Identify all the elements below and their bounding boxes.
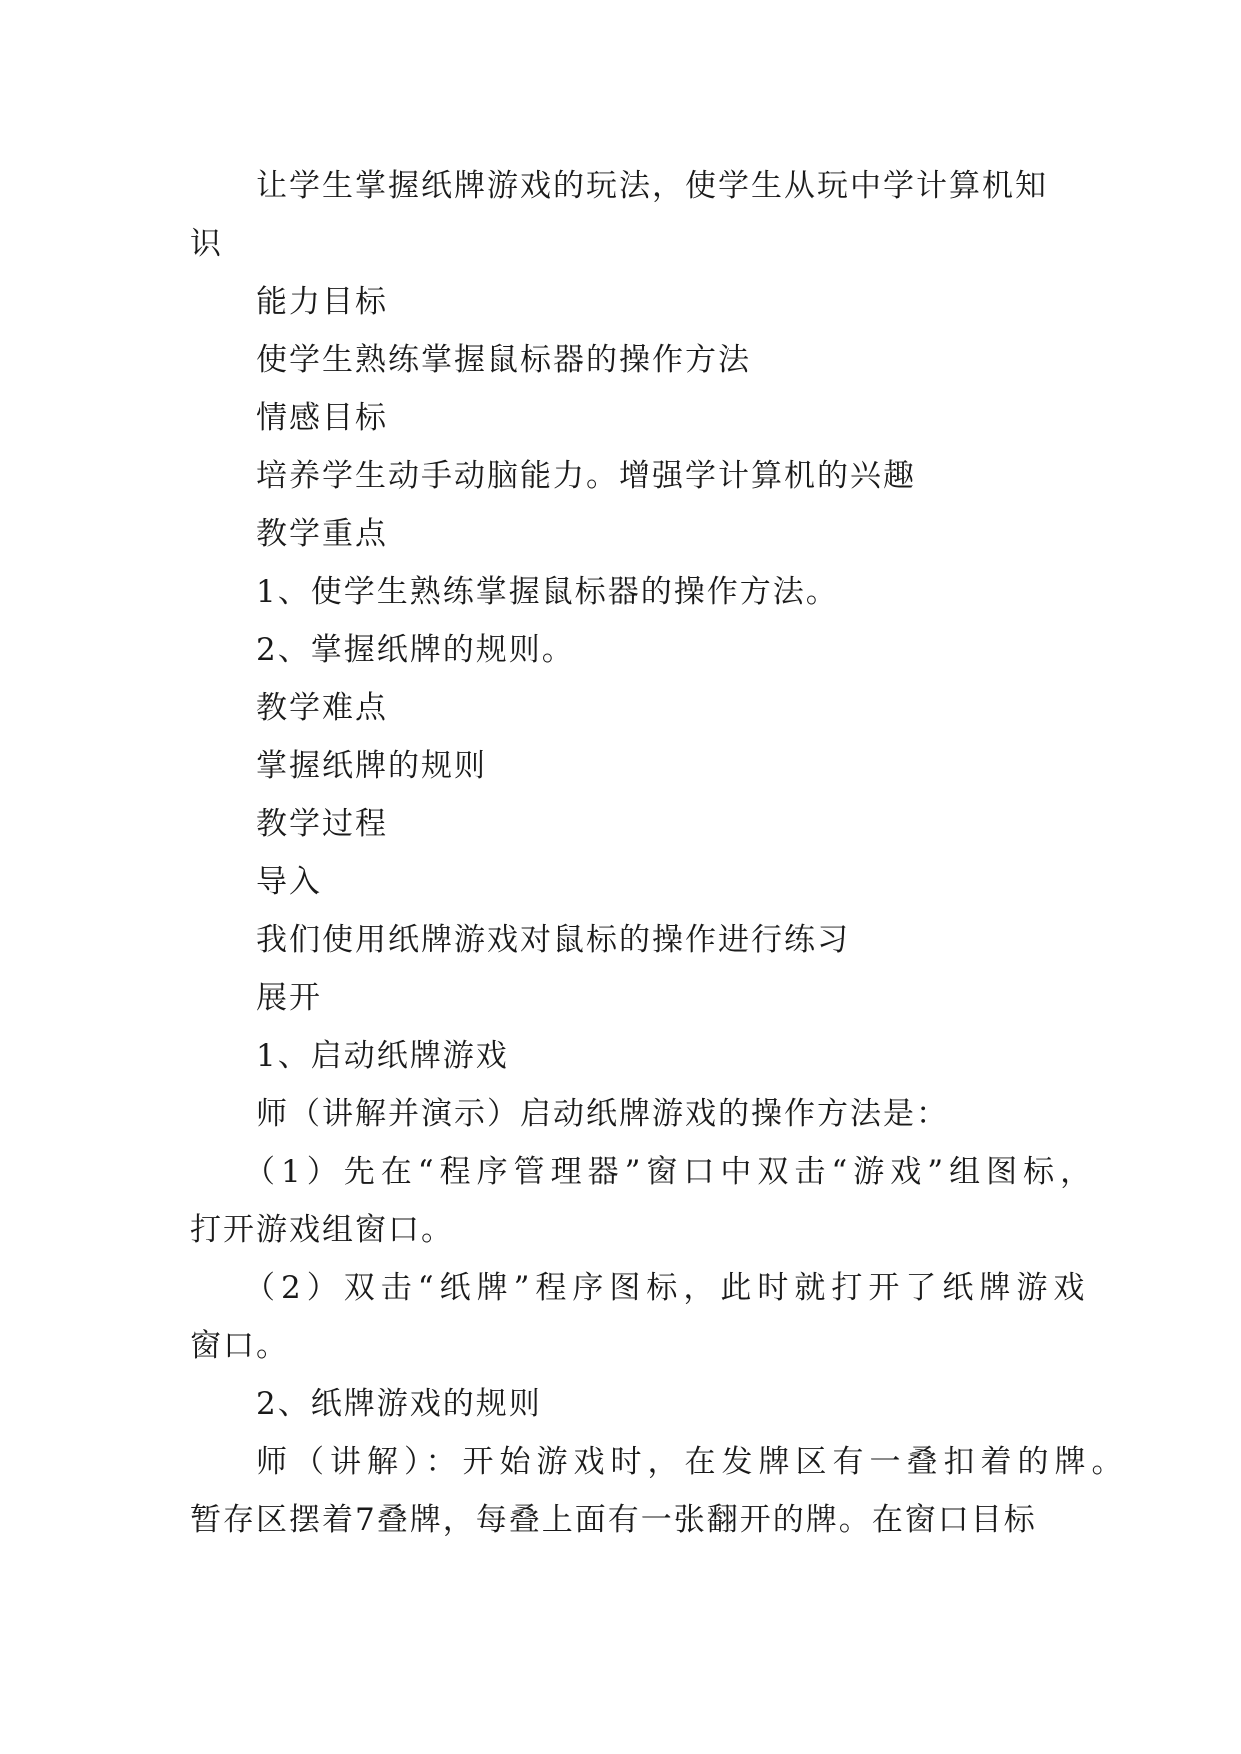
paragraph-line-17: 师（讲解并演示）启动纸牌游戏的操作方法是： [256, 1096, 949, 1132]
heading-process: 教学过程 [256, 806, 388, 842]
paragraph-line-2: 识 [190, 226, 223, 262]
paragraph-line-24: 暂存区摆着7叠牌，每叠上面有一张翻开的牌。在窗口目标 [190, 1502, 1037, 1538]
heading-emotion-goal: 情感目标 [256, 400, 388, 436]
heading-ability-goal: 能力目标 [256, 284, 388, 320]
list-item-step-2: 2、纸牌游戏的规则 [256, 1386, 542, 1422]
paragraph-line-1: 让学生掌握纸牌游戏的玩法，使学生从玩中学计算机知 [256, 168, 1048, 204]
paragraph-line-19: 打开游戏组窗口。 [190, 1212, 454, 1248]
paragraph-line-11: 掌握纸牌的规则 [256, 748, 487, 784]
paragraph-line-4: 使学生熟练掌握鼠标器的操作方法 [256, 342, 751, 378]
list-item-key-1: 1、使学生熟练掌握鼠标器的操作方法。 [256, 574, 839, 610]
paragraph-line-23: 师（讲解）：开始游戏时，在发牌区有一叠扣着的牌。 [256, 1444, 1129, 1480]
paragraph-line-18: （1）先在“程序管理器”窗口中双击“游戏”组图标， [244, 1154, 1098, 1190]
heading-expand: 展开 [256, 980, 322, 1016]
list-item-step-1: 1、启动纸牌游戏 [256, 1038, 509, 1074]
paragraph-line-14: 我们使用纸牌游戏对鼠标的操作进行练习 [256, 922, 850, 958]
list-item-key-2: 2、掌握纸牌的规则。 [256, 632, 575, 668]
heading-intro: 导入 [256, 864, 322, 900]
paragraph-line-6: 培养学生动手动脑能力。增强学计算机的兴趣 [256, 458, 916, 494]
heading-difficulties: 教学难点 [256, 690, 388, 726]
heading-key-points: 教学重点 [256, 516, 388, 552]
paragraph-line-21: 窗口。 [190, 1328, 289, 1364]
paragraph-line-20: （2）双击“纸牌”程序图标，此时就打开了纸牌游戏 [244, 1270, 1091, 1306]
